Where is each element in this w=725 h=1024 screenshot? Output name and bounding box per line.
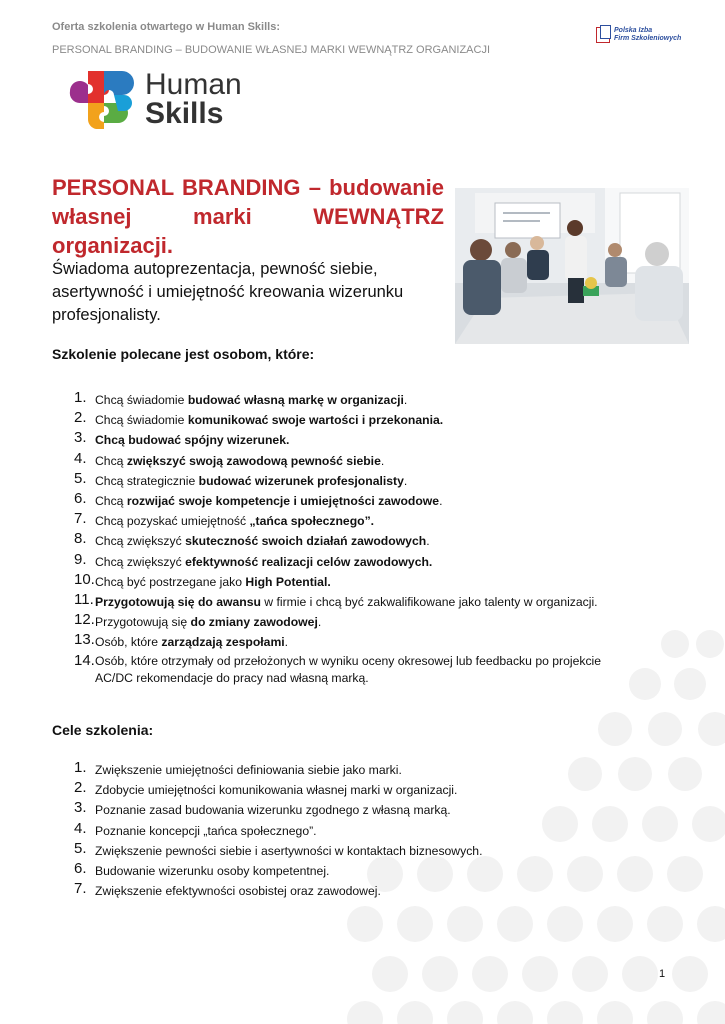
list-item: 6. Budowanie wizerunku osoby kompetentnej.	[74, 860, 330, 879]
human-skills-puzzle-logo-icon	[66, 67, 141, 133]
list-item: 2. Chcą świadomie komunikować swoje wartości i przekonania.	[74, 409, 444, 428]
section-goals-heading: Cele szkolenia:	[52, 722, 154, 738]
page-number: 1	[659, 968, 666, 980]
title-line2: własnej marki WEWNĄTRZ organizacji.	[52, 204, 444, 258]
list-item: 3. Chcą budować spójny wizerunek.	[74, 429, 290, 448]
list-item: 13. Osób, które zarządzają zespołami.	[74, 631, 289, 650]
partner-logo-line1: Polska Izba	[614, 27, 653, 34]
goals-list	[52, 760, 672, 901]
list-item: 6. Chcą rozwijać swoje kompetencje i umiejętności zawodowe.	[74, 490, 443, 509]
page-title	[52, 173, 444, 260]
list-item: 4. Chcą zwiększyć swoją zawodową pewność siebie.	[74, 449, 385, 468]
brand-wordmark	[145, 70, 242, 128]
partner-logo-pizs	[596, 25, 686, 49]
brand-line2: Skills	[145, 97, 224, 130]
list-item: 7. Chcą pozyskać umiejętność „tańca społecznego”.	[74, 510, 375, 529]
list-item: 10. Chcą być postrzegane jako High Potential.	[74, 570, 331, 589]
list-item: 3. Poznanie zasad budowania wizerunku zgodnego z własną marką.	[74, 799, 451, 818]
list-item: 8. Chcą zwiększyć skuteczność swoich działań zawodowych.	[74, 530, 430, 549]
list-item: 1. Chcą świadomie budować własną markę w organizacji.	[74, 389, 408, 407]
header-course-title: PERSONAL BRANDING – BUDOWANIE WŁASNEJ MARKI WEWNĄTRZ ORGANIZACJI	[52, 44, 491, 56]
section-audience-heading: Szkolenie polecane jest osobom, które:	[52, 346, 315, 362]
subtitle: Świadoma autoprezentacja, pewność siebie, asertywność i umiejętność kreowania wizerunku profesjonalisty.	[52, 260, 404, 324]
partner-logo-icon	[596, 27, 610, 43]
list-item: 2. Zdobycie umiejętności komunikowania własnej marki w organizacji.	[74, 779, 458, 798]
header-offer-line: Oferta szkolenia otwartego w Human Skills:	[52, 21, 280, 33]
list-item: 14. Osób, które otrzymały od przełożonych w wyniku oceny okresowej lub feedbacku po projekcie AC/DC rekomendacje do pracy nad własną marką.	[74, 651, 602, 685]
list-item: 9. Chcą zwiększyć efektywność realizacji celów zawodowych.	[74, 550, 433, 569]
list-item: 7. Zwiększenie efektywności osobistej oraz zawodowej.	[74, 880, 381, 899]
partner-logo-line2: Firm Szkoleniowych	[614, 35, 682, 42]
audience-list	[52, 390, 672, 687]
title-line1: PERSONAL BRANDING – budowanie	[52, 175, 444, 200]
list-item: 11. Przygotowują się do awansu w firmie i chcą być zakwalifikowane jako talenty w organizacji.	[74, 591, 598, 610]
list-item: 5. Zwiększenie pewności siebie i asertywności w kontaktach biznesowych.	[74, 839, 483, 858]
meeting-photo	[455, 188, 689, 344]
list-item: 1. Zwiększenie umiejętności definiowania siebie jako marki.	[74, 759, 402, 777]
brand-line1: Human	[145, 68, 242, 101]
list-item: 12. Przygotowują się do zmiany zawodowej.	[74, 611, 322, 630]
list-item: 4. Poznanie koncepcji „tańca społecznego”.	[74, 819, 317, 838]
list-item: 5. Chcą strategicznie budować wizerunek profesjonalisty.	[74, 469, 408, 488]
